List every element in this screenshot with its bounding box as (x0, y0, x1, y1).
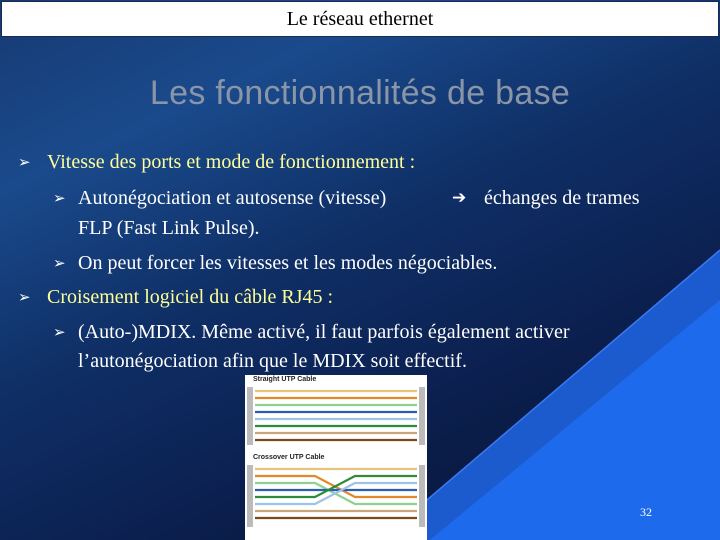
sub-bullet-mdix-line2: l’autonégociation afin que le MDIX soit effectif. (78, 350, 467, 372)
bullet-crossover: Croisement logiciel du câble RJ45 : (47, 286, 334, 308)
header-text: Le réseau ethernet (286, 7, 434, 30)
bullet-arrow-icon: ➢ (53, 323, 66, 341)
bullet-speed-modes: Vitesse des ports et mode de fonctionnement : (47, 151, 416, 173)
sub-bullet-autoneg-b: échanges de trames (484, 187, 640, 209)
bullet-arrow-icon: ➢ (53, 254, 66, 272)
bullet-arrow-icon: ➢ (53, 189, 66, 207)
page-number: 32 (640, 505, 652, 519)
straight-cable-label: Straight UTP Cable (253, 376, 317, 383)
sub-bullet-force-speeds: On peut forcer les vitesses et les modes négociables. (78, 252, 498, 274)
sub-bullet-autoneg-line2: FLP (Fast Link Pulse). (78, 217, 260, 239)
slide-title: Les fonctionnalités de base (149, 74, 571, 112)
crossover-cable-label: Crossover UTP Cable (253, 454, 325, 461)
sub-bullet-mdix-line1: (Auto-)MDIX. Même activé, il faut parfois également activer (78, 321, 570, 343)
cable-wiring-diagram (245, 375, 427, 540)
cable-figure (245, 375, 427, 540)
bullet-arrow-icon: ➢ (18, 153, 31, 171)
bullet-arrow-icon: ➢ (18, 288, 31, 306)
header-bar (1, 1, 719, 37)
sub-bullet-autoneg-a: Autonégociation et autosense (vitesse) (78, 187, 387, 209)
right-arrow-icon: ➔ (452, 188, 467, 208)
